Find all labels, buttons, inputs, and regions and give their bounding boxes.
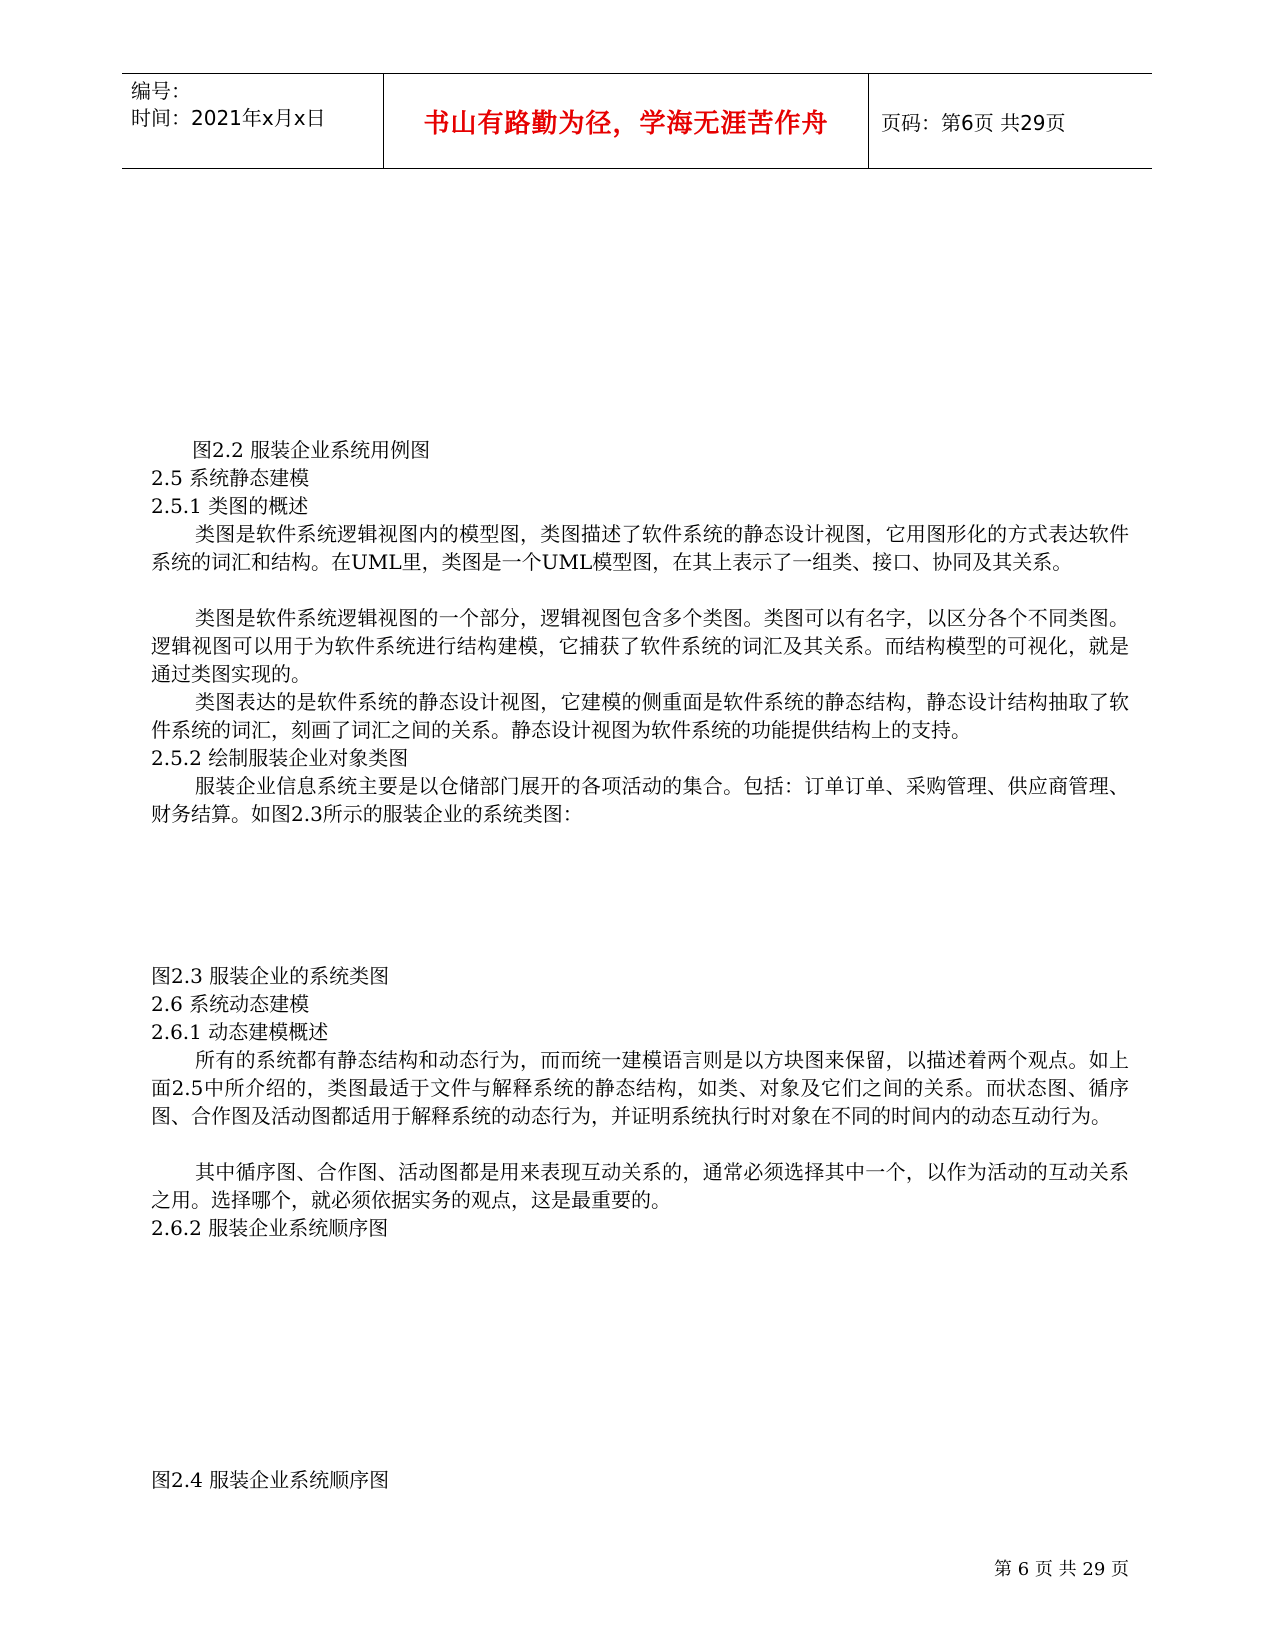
header-page-label: 页码：第6页 共29页	[881, 110, 1066, 135]
section-heading-2-6: 2.6 系统动态建模	[151, 992, 310, 1016]
header-number-label: 编号：	[131, 79, 191, 103]
header-time-label: 时间：2021年x月x日	[131, 106, 326, 130]
section-heading-2-5-1: 2.5.1 类图的概述	[151, 494, 309, 518]
section-heading-2-5-2: 2.5.2 绘制服装企业对象类图	[151, 746, 409, 770]
section-heading-2-6-2: 2.6.2 服装企业系统顺序图	[151, 1216, 389, 1240]
paragraph-interaction-diagrams: 其中循序图、合作图、活动图都是用来表现互动关系的，通常必须选择其中一个，以作为活动的互动关系之用。选择哪个，就必须依据实务的观点，这是最重要的。	[151, 1160, 1129, 1212]
paragraph-static-design: 类图表达的是软件系统的静态设计视图，它建模的侧重面是软件系统的静态结构，静态设计结构抽取了软件系统的词汇，刻画了词汇之间的关系。静态设计视图为软件系统的功能提供结构上的支持。	[151, 690, 1129, 742]
section-heading-2-6-1: 2.6.1 动态建模概述	[151, 1020, 329, 1044]
paragraph-class-diagram-intro: 类图是软件系统逻辑视图内的模型图，类图描述了软件系统的静态设计视图，它用图形化的方式表达软件系统的词汇和结构。在UML里，类图是一个UML模型图，在其上表示了一组类、接口、协同及其关系。	[151, 522, 1129, 574]
paragraph-dynamic-behavior: 所有的系统都有静态结构和动态行为，而而统一建模语言则是以方块图来保留，以描述着两个观点。如上面2.5中所介绍的，类图最适于文件与解释系统的静态结构，如类、对象及它们之间的关系。而状态图、循序图、合作图及活动图都适用于解释系统的动态行为，并证明系统执行时对象在不同的时间内的动态互动行为。	[151, 1048, 1129, 1128]
paragraph-clothing-system: 服装企业信息系统主要是以仓储部门展开的各项活动的集合。包括：订单订单、采购管理、供应商管理、财务结算。如图2.3所示的服装企业的系统类图：	[151, 774, 1129, 826]
section-heading-2-5: 2.5 系统静态建模	[151, 466, 310, 490]
header-motto: 书山有路勤为径，学海无涯苦作舟	[384, 74, 869, 168]
figure-caption-2-3: 图2.3 服装企业的系统类图	[151, 964, 390, 988]
page-footer: 第 6 页 共 29 页	[994, 1559, 1129, 1580]
figure-caption-2-4: 图2.4 服装企业系统顺序图	[151, 1468, 390, 1492]
header-left-cell	[122, 74, 384, 168]
page-header	[122, 73, 1152, 169]
paragraph-logical-view: 类图是软件系统逻辑视图的一个部分，逻辑视图包含多个类图。类图可以有名字，以区分各个不同类图。逻辑视图可以用于为软件系统进行结构建模，它捕获了软件系统的词汇及其关系。而结构模型的可视化，就是通过类图实现的。	[151, 606, 1129, 686]
figure-caption-2-2: 图2.2 服装企业系统用例图	[192, 438, 431, 462]
